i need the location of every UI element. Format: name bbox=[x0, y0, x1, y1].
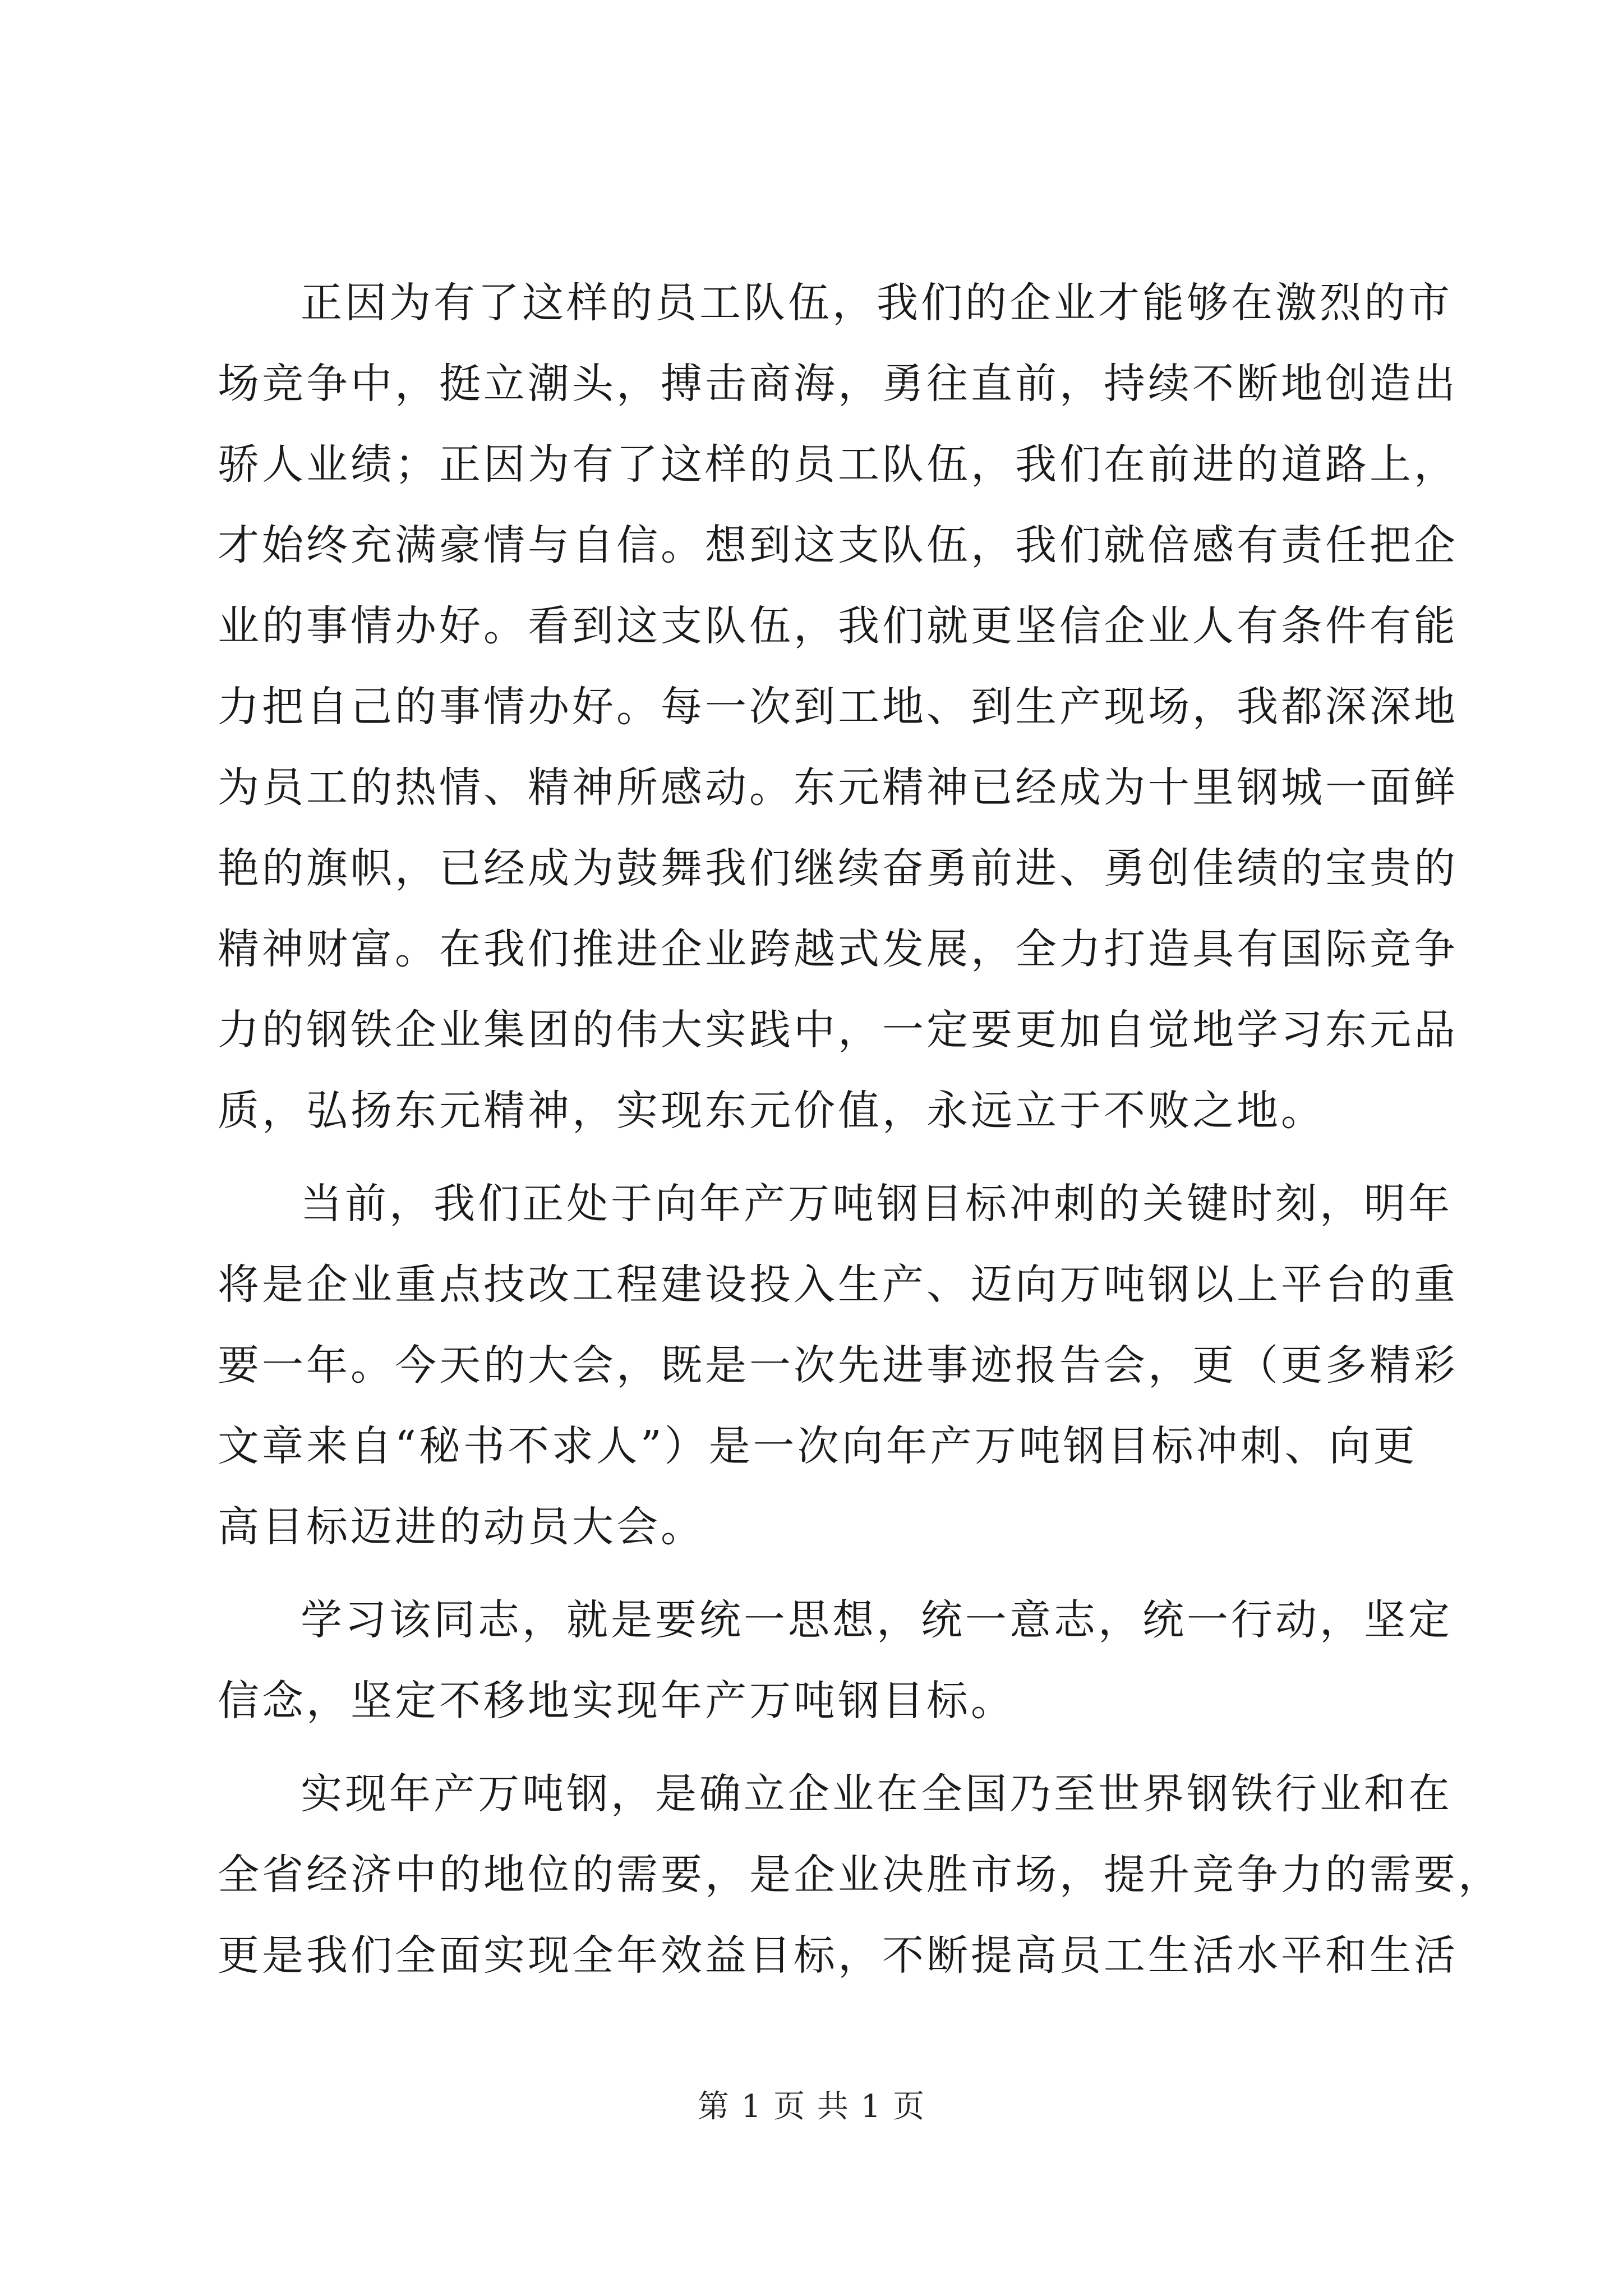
paragraph-line: 精神财富。在我们推进企业跨越式发展，全力打造具有国际竞争 bbox=[218, 925, 1458, 973]
paragraph-line: 艳的旗帜，已经成为鼓舞我们继续奋勇前进、勇创佳绩的宝贵的 bbox=[218, 844, 1458, 892]
paragraph bbox=[218, 1163, 1458, 1567]
paragraph-spacing bbox=[218, 1151, 1415, 1163]
paragraph-line: 信念，坚定不移地实现年产万吨钢目标。 bbox=[218, 1677, 1015, 1725]
paragraph-line: 才始终充满豪情与自信。想到这支队伍，我们就倍感有责任把企 bbox=[218, 521, 1458, 569]
paragraph bbox=[218, 263, 1458, 1151]
paragraph-line: 全省经济中的地位的需要，是企业决胜市场，提升竞争力的需要， bbox=[218, 1851, 1502, 1899]
paragraph-line: 骄人业绩；正因为有了这样的员工队伍，我们在前进的道路上， bbox=[218, 440, 1458, 489]
paragraph-line: 要一年。今天的大会，既是一次先进事迹报告会，更（更多精彩 bbox=[218, 1341, 1458, 1389]
paragraph-line: 正因为有了这样的员工队伍，我们的企业才能够在激烈的市 bbox=[301, 279, 1453, 327]
paragraph bbox=[218, 1580, 1453, 1741]
paragraph-line: 力的钢铁企业集团的伟大实践中，一定要更加自觉地学习东元品 bbox=[218, 1006, 1458, 1054]
paragraph-line: 学习该同志，就是要统一思想，统一意志，统一行动，坚定 bbox=[301, 1596, 1453, 1644]
paragraph-line: 文章来自“秘书不求人”）是一次向年产万吨钢目标冲刺、向更 bbox=[218, 1422, 1418, 1470]
paragraph-line: 当前，我们正处于向年产万吨钢目标冲刺的关键时刻，明年 bbox=[301, 1180, 1453, 1228]
paragraph-line: 将是企业重点技改工程建设投入生产、迈向万吨钢以上平台的重 bbox=[218, 1260, 1458, 1309]
page-number-footer: 第 1 页 共 1 页 bbox=[697, 2088, 926, 2125]
paragraph-line: 实现年产万吨钢，是确立企业在全国乃至世界钢铁行业和在 bbox=[301, 1770, 1453, 1818]
paragraph-line: 更是我们全面实现全年效益目标，不断提高员工生活水平和生活 bbox=[218, 1931, 1458, 1980]
paragraph-line: 场竞争中，挺立潮头，搏击商海，勇往直前，持续不断地创造出 bbox=[218, 360, 1458, 408]
paragraph-line: 高目标迈进的动员大会。 bbox=[218, 1503, 705, 1551]
paragraph-spacing bbox=[218, 1567, 1415, 1580]
paragraph-spacing bbox=[218, 1741, 1415, 1754]
paragraph-line: 质，弘扬东元精神，实现东元价值，永远立于不败之地。 bbox=[218, 1087, 1325, 1135]
body-text bbox=[218, 263, 1502, 1996]
paragraph bbox=[218, 1754, 1502, 1996]
paragraph-line: 力把自己的事情办好。每一次到工地、到生产现场，我都深深地 bbox=[218, 683, 1458, 731]
paragraph-line: 为员工的热情、精神所感动。东元精神已经成为十里钢城一面鲜 bbox=[218, 763, 1458, 812]
paragraph-line: 业的事情办好。看到这支队伍，我们就更坚信企业人有条件有能 bbox=[218, 602, 1458, 650]
